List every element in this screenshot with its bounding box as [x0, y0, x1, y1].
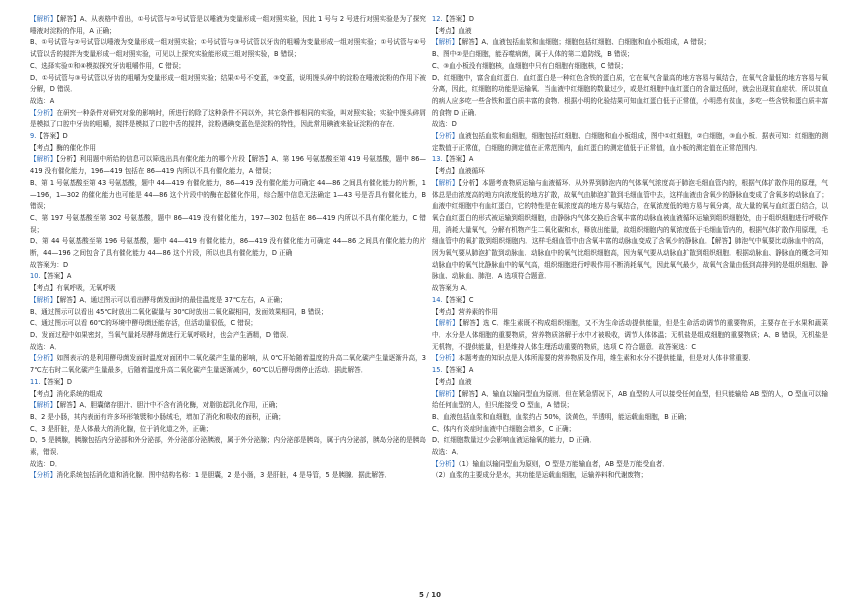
paragraph — [432, 119, 828, 131]
paragraph — [432, 61, 828, 73]
paragraph-text: 在研究一种条件对研究对象的影响时，所进行的除了这种条件不同以外，其它条件都相同的实验，叫对照实验；实验中馒头碎屑是模拟了口腔中牙齿的咀嚼，搅拌是模拟了口腔中舌的搅拌，淀粉遇碘变蓝色是淀粉的特性，因此常用碘液来验证淀粉的存在． — [30, 108, 427, 129]
paragraph-tag: 【分析】 — [432, 354, 459, 363]
paragraph — [30, 73, 426, 96]
paragraph — [30, 435, 426, 458]
paragraph — [30, 459, 426, 471]
paragraph-tag: 【解析】 — [30, 155, 57, 164]
paragraph-text: C、选择实验①和④模拟探究牙齿咀嚼作用，C 错误； — [30, 61, 186, 70]
paragraph-text: 【解答】A、输血以输同型血为原则．但在紧急情况下，AB 血型的人可以接受任何血型，但只能输给 AB 型的人，O 型血可以输给任何血型的人，但只能接受 O 型血，A 错误； — [432, 389, 829, 410]
paragraph-text: D、发面过程中如果密封，当氧气量耗尽酵母菌进行无氧呼吸时，也会产生酒精，D 错误． — [30, 330, 293, 339]
paragraph — [30, 412, 426, 424]
paragraph — [30, 377, 426, 389]
paragraph-text: C、通过图示可以看 60℃的环境中酵母菌还能存活，但活动量很低，C 错误； — [30, 319, 258, 328]
paragraph-tag: 【解析】 — [30, 401, 57, 410]
paragraph-text: B、血液包括血浆和血细胞，血浆约占 50%，淡黄色，半透明，能运载血细胞，B 正确； — [432, 412, 691, 421]
page-number: 5 / 10 — [418, 591, 442, 599]
paragraph-tag: 10. — [30, 272, 41, 281]
paragraph-text: 【答案】D — [40, 377, 72, 386]
paragraph-text: D、第 44 号氨基酸至第 196 号氨基酸，题中 44—419 有催化能力，86—419 没有催化能力可确定 44—86 之间具有催化能力的片断，44—196 之间包含了具有催化能力 44—86 这个片段，所以也具有催化能力，D 正确 — [30, 237, 426, 258]
paragraph-text: 故选：A． — [432, 448, 463, 457]
paragraph — [30, 342, 426, 354]
paragraph-text: C、第 197 号氨基酸至第 302 号氨基酸，题中 86—419 没有催化能力，197—302 包括在 86—419 内所以不具有催化能力，C 错误； — [30, 213, 426, 234]
paragraph-text: B、2 是小肠，其内表面有许多环形皱襞和小肠绒毛，增加了消化和吸收的面积，正确； — [30, 412, 285, 421]
paragraph-text: 【考点】酶的催化作用 — [30, 143, 96, 152]
paragraph-tag: 【分析】 — [432, 132, 459, 141]
paragraph-text: 血液包括血浆和血细胞，细胞包括红细胞、白细胞和血小板组成，图中①红细胞，②白细胞，③血小板．据表可知：红细胞的测定数值于正常值，白细胞的测定值在正常范围内，血红蛋白的测定值低于正常值，血小板的测定值在正常范围内． — [432, 132, 829, 152]
paragraph — [30, 213, 426, 236]
paragraph — [30, 400, 426, 412]
paragraph — [30, 108, 426, 131]
paragraph-tag: 【分析】 — [30, 354, 57, 363]
paragraph-text: 故选：A — [30, 96, 55, 105]
paragraph — [432, 73, 828, 120]
paragraph — [30, 96, 426, 108]
paragraph — [432, 14, 828, 26]
paragraph-tag: 【解析】 — [432, 178, 459, 187]
paragraph — [30, 154, 426, 177]
paragraph-tag: 【解析】 — [432, 38, 459, 47]
paragraph — [30, 318, 426, 330]
paragraph-tag: 【分析】 — [30, 471, 57, 480]
paragraph-text: 【答案】A — [442, 155, 474, 164]
paragraph-text: 【解答】A、通过图示可以看出酵母菌发面时的最佳温度是 37℃左右，A 正确； — [56, 295, 287, 304]
paragraph — [30, 143, 426, 155]
paragraph-tag: 【解析】 — [30, 15, 57, 23]
paragraph-tag: 9. — [30, 132, 37, 141]
paragraph — [30, 260, 426, 272]
paragraph — [30, 236, 426, 259]
paragraph — [432, 178, 828, 283]
paragraph-text: 【考点】血液 — [432, 377, 472, 386]
paragraph — [432, 26, 828, 38]
paragraph-text: 【答案】A — [442, 366, 474, 375]
paragraph-text: 【答案】C — [442, 295, 474, 304]
paragraph — [30, 353, 426, 376]
paragraph-tag: 【分析】 — [30, 108, 57, 117]
paragraph-text: 【答案】D — [442, 15, 474, 23]
paragraph — [432, 166, 828, 178]
paragraph-text: 故答案为 A． — [432, 284, 472, 293]
paragraph-text: 【考点】消化系统的组成 — [30, 389, 103, 398]
paragraph — [30, 178, 426, 213]
paragraph — [432, 307, 828, 319]
paragraph — [432, 353, 828, 365]
paragraph-text: B、①号试管与②号试管以唾液为变量形成一组对照实验；①号试管与③号试管以牙齿的咀嚼为变量形成一组对照实验；①号试管与④号试管以舌的搅拌为变量形成一组对照实验，可见以上探究实验能形成三组对照实验，B 错误； — [30, 38, 426, 59]
paragraph-text: B、第 1 号氨基酸至第 43 号氨基酸，题中 44—419 有催化能力，86—419 没有催化能力可确定 44—86 之间具有催化能力的片断，1—196，1—302 的催化能力也可能是 44—86 这个片段中的酶在起催化作用，综合题中信息无法确定 1—43 号是否具有催化能力，B 错误； — [30, 178, 426, 211]
paragraph-text: 【答案】D — [36, 132, 68, 141]
paragraph-text: 【考点】有氧呼吸，无氧呼吸 — [30, 284, 116, 293]
paragraph-tag: 12. — [432, 15, 443, 23]
paragraph — [432, 154, 828, 166]
paragraph-text: 如图表示的是利用酵母菌发面时温度对面团中二氧化碳产生量的影响，从 0℃开始随着温度的升高二氧化碳产生量逐渐升高，37℃左右时二氧化碳产生量最多，后随着温度升高二氧化碳产生量逐渐减少，60℃以后酵母菌停止活动．据此解答． — [30, 354, 427, 375]
paragraph-text: （2）血浆的主要成分是水，其功能是运载血细胞，运输养料和代谢废物； — [432, 471, 648, 480]
paragraph — [30, 61, 426, 73]
paragraph-text: C、3 是肝脏，是人体最大的消化腺，位于消化道之外，正确； — [30, 424, 213, 433]
paragraph-tag: 15. — [432, 366, 443, 375]
paragraph-text: 故选：A． — [30, 342, 61, 351]
paragraph — [432, 424, 828, 436]
paragraph-text: 故选：D — [432, 120, 457, 129]
paragraph-tag: 【分析】 — [432, 459, 459, 468]
paragraph — [432, 447, 828, 459]
paragraph-text: 故选：D． — [30, 459, 62, 468]
paragraph-text: 【解答】选 C．维生素既不构成组织细胞，又不为生命活动提供能量，但是生命活动调节的重要物质，主要存在于水果和蔬菜中．水分是人体细胞的重要物质，营养物质溶解于水中才被吸收，调节人体体温；无机盐是组成细胞的重要物质；A、B 错误，无机盐是无机物，不提供能量，但是维持人体生理活动重要的物质，选项 C 符合题意．故答案选：C — [432, 319, 829, 351]
paragraph-text: B、图中②是白细胞，能吞噬病菌，属于人体的第二道防线，B 错误； — [432, 50, 634, 59]
paragraph — [432, 459, 828, 471]
paragraph-text: 【考点】血液 — [432, 26, 472, 35]
paragraph — [432, 470, 828, 482]
paragraph-text: 【分析】利用题中所给的信息可以筛选出具有催化能力的哪个片段【解答】A、第 196 号氨基酸至第 419 号氨基酸，题中 86—419 没有催化能力，196—419 包括在 86—419 内所以不具有催化能力，A 错误； — [30, 155, 427, 176]
paragraph — [432, 131, 828, 154]
paragraph-tag: 11. — [30, 377, 41, 386]
paragraph-text: 本题考查的知识点是人体所需要的营养物质及作用，维生素和水分不提供能量，但是对人体非常重要． — [458, 354, 756, 363]
right-column — [432, 14, 828, 482]
paragraph-text: 【考点】血液循环 — [432, 167, 485, 176]
paragraph — [30, 424, 426, 436]
paragraph — [432, 377, 828, 389]
paragraph-tag: 14. — [432, 295, 443, 304]
paragraph — [432, 318, 828, 353]
paragraph — [30, 307, 426, 319]
paragraph-tag: 【解析】 — [30, 295, 57, 304]
paragraph-tag: 13. — [432, 155, 443, 164]
paragraph — [30, 131, 426, 143]
paragraph — [30, 283, 426, 295]
paragraph-text: 【解答】A、血液包括血浆和血细胞；细胞包括红细胞、白细胞和血小板组成，A 错误； — [458, 38, 711, 47]
paragraph — [432, 49, 828, 61]
paragraph — [432, 389, 828, 412]
paragraph — [30, 14, 426, 37]
paragraph — [432, 283, 828, 295]
paragraph — [432, 295, 828, 307]
paragraph-text: C、体内有炎症时血液中白细胞会增多，C 正确； — [432, 424, 576, 433]
paragraph-text: 【解答】A、胆囊储存胆汁、胆汁中不含有消化酶，对脂肪起乳化作用，正确； — [56, 401, 282, 410]
paragraph — [30, 389, 426, 401]
paragraph — [432, 412, 828, 424]
paragraph — [30, 470, 426, 482]
paragraph-text: 【考点】营养素的作用 — [432, 307, 498, 316]
paragraph-text: B、通过图示可以看出 45℃时放出二氧化碳量与 30℃时放出二氧化碳相同，发面效果相同，B 错误； — [30, 307, 328, 316]
left-column — [30, 14, 426, 482]
paragraph — [432, 365, 828, 377]
paragraph-text: 【解答】A、从表格中看出，①号试管与②号试管是以唾液为变量形成一组对照实验，因此 1 号与 2 号进行对照实验是为了探究唾液对淀粉的作用，A 正确； — [30, 15, 426, 35]
paragraph — [30, 330, 426, 342]
paragraph-text: 【分析】本题考查物质运输与血液循环．从外界到肺泡内的气体氧气浓度高于肺泡毛细血管内的，根据气体扩散作用的原理，气体总是由浓度高的地方向浓度低的地方扩散，故氧气由肺泡扩散到毛细血管中去，这样血液由含氧少的静脉血变成了含氧多的动脉血了；血液中红细胞中有血红蛋白，它的特性是在氧浓度高的地方易与氧结合，在氧浓度低的地方易与氧分离，故大量的氧与血红蛋白结合，以氧合血红蛋白的形式被运输到组织细胞，由静脉内气体交换后含氧丰富的动脉血被血液循环运输到组织细胞处，由于组织细胞进行呼吸作用，消耗大量氧气，分解有机物产生二氧化碳和水，释放出能量，故组织细胞内的氧浓度低于毛细血管内的，根据气体扩散作用原理，毛细血管中的氧扩散到组织细胞内．这样毛细血管中由含氧丰富的动脉血变成了含氧少的静脉血．【解答】肺泡气中氧要比动脉血中的高，因为氧气要从肺泡扩散到动脉血．动脉血中的氧气比组织细胞高，因为氧气要从动脉血扩散到组织细胞．根据动脉血、静脉血的概念可知动脉血中的氧气比静脉血中的氧气高，组织细胞进行呼吸作用不断消耗氧气，因此氧气最少，故氧气含量由低到高排列的是组织细胞、静脉血、动脉血、肺泡．A 选项符合题意． — [432, 178, 828, 281]
paragraph — [432, 435, 828, 447]
paragraph-text: 故答案为：D — [30, 260, 69, 269]
paragraph — [30, 37, 426, 60]
paragraph-text: （1）输血以输同型血为原则，O 型是万能输血者，AB 型是万能受血者． — [458, 459, 669, 468]
paragraph-text: D、5 是胰腺，胰腺包括内分泌部和外分泌部，外分泌部分泌胰液，属于外分泌腺；内分泌部是胰岛，属于内分泌部，胰岛分泌的是胰岛素，错误． — [30, 436, 426, 457]
paragraph — [30, 295, 426, 307]
paragraph-tag: 【解析】 — [432, 319, 460, 328]
paragraph-text: 【答案】A — [40, 272, 72, 281]
paragraph-text: D、①号试管与③号试管以牙齿的咀嚼为变量形成一组对照实验；结果①号不变蓝，③变蓝，说明馒头碎中的淀粉在唾液淀粉的作用下被分解，D 错误． — [30, 73, 426, 94]
paragraph-text: C、③血小板没有细胞核，血细胞中只有白细胞有细胞核，C 错误； — [432, 61, 628, 70]
paragraph — [30, 271, 426, 283]
paragraph-text: D、红细胞中，富含血红蛋白．血红蛋白是一种红色含铁的蛋白质，它在氧气含量高的地方容易与氧结合，在氧气含量低的地方容易与氧分离，因此，红细胞的功能是运输氧．当血液中红细胞的数量过少，或是红细胞中血红蛋白的含量过低时，就会出现贫血症状．所以贫血的病人应多吃一些含铁和蛋白质丰富的食物．根据小明的化验结果可知血红蛋白低于正常值，小明患有贫血，多吃一些含铁和蛋白质丰富的食物 D 正确． — [432, 73, 828, 117]
paragraph-text: D、红细胞数量过少会影响血液运输氧的能力，D 正确． — [432, 436, 596, 445]
paragraph — [432, 37, 828, 49]
paragraph-text: 消化系统包括消化道和消化腺．图中结构名称：1 是胆囊，2 是小肠，3 是肝脏，4 是导管，5 是胰腺．据此解答． — [56, 471, 392, 480]
paragraph-tag: 【解析】 — [432, 389, 459, 398]
